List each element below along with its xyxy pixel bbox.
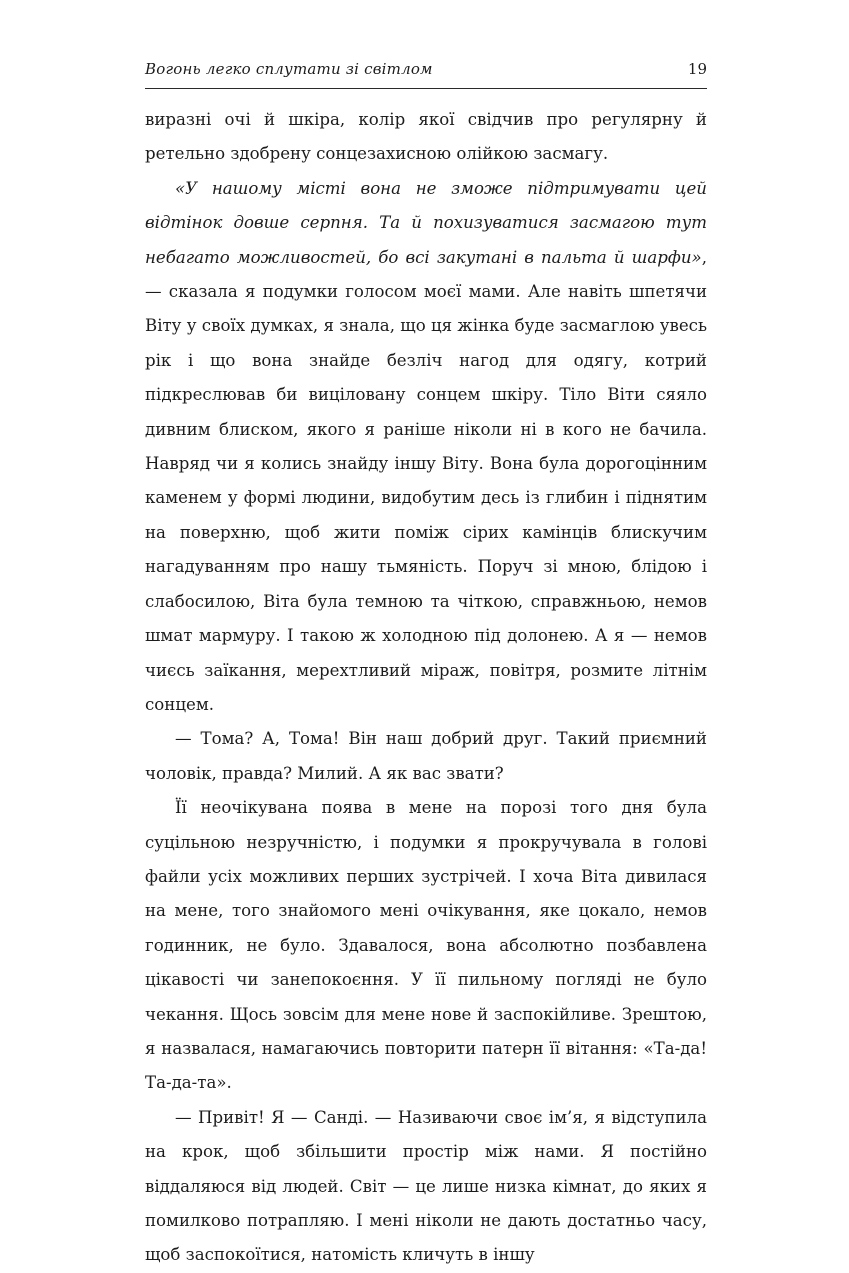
paragraph-2	[145, 172, 707, 723]
quoted-thought: «У нашому місті вона не зможе підтримувати цей відтінок довше серпня. Та й похизуватися засмагою тут небагато можливостей, бо всі закутані в пальта й шарфи»	[145, 178, 707, 267]
header-rule	[145, 88, 707, 89]
paragraph-4: Її неочікувана поява в мене на порозі того дня була суцільною незручністю, і подумки я прокручувала в голові файли усіх можливих перших зустрічей. І хоча Віта дивилася на мене, того знайомого мені очікування, яке цокало, немов годинник, не було. Здавалося, вона абсолютно позбавлена цікавості чи занепокоєння. У її пильному погляді не було чекання. Щось зовсім для мене нове й заспокійливе. Зрештою, я назвалася, намагаючись повторити патерн її вітання: «Та-да! Та-да-та».	[145, 798, 707, 1093]
running-title: Вогонь легко сплутати зі світлом	[145, 60, 433, 78]
page-number: 19	[687, 60, 707, 78]
paragraph-1: виразні очі й шкіра, колір якої свідчив про регулярну й ретельно здобрену сонцезахисною олійкою засмагу.	[145, 110, 707, 164]
paragraph-3: — Тома? А, Тома! Він наш добрий друг. Такий приємний чоловік, правда? Милий. А як вас звати?	[145, 729, 707, 783]
running-header	[145, 60, 707, 84]
paragraph-2-rest: , — сказала я подумки голосом моєї мами. Але навіть шпетячи Віту у своїх думках, я знала, що ця жінка буде засмаглою увесь рік і що вона знайде безліч нагод для одягу, котрий підкреслював би виціловану сонцем шкіру. Тіло Віти сяяло дивним блиском, якого я раніше ніколи ні в кого не бачила. Навряд чи я колись знайду іншу Віту. Вона була дорогоцінним каменем у формі людини, видобутим десь із глибин і піднятим на поверхню, щоб жити поміж сірих камінців блискучим нагадуванням про нашу тьмяність. Поруч зі мною, блідою і слабосилою, Віта була темною та чіткою, справжньою, немов шмат мармуру. І такою ж холодною під долонею. А я — немов чиєсь заїкання, мерехтливий міраж, повітря, розмите літнім сонцем.	[145, 247, 707, 714]
paragraph-5: — Привіт! Я — Санді. — Називаючи своє ім’я, я відступила на крок, щоб збільшити простір між нами. Я постійно віддаляюся від людей. Світ — це лише низка кімнат, до яких я помилково потрапляю. І мені ніколи не дають достатньо часу, щоб заспокоїтися, натомість кличуть в іншу	[145, 1107, 707, 1265]
body-text	[145, 103, 707, 1273]
